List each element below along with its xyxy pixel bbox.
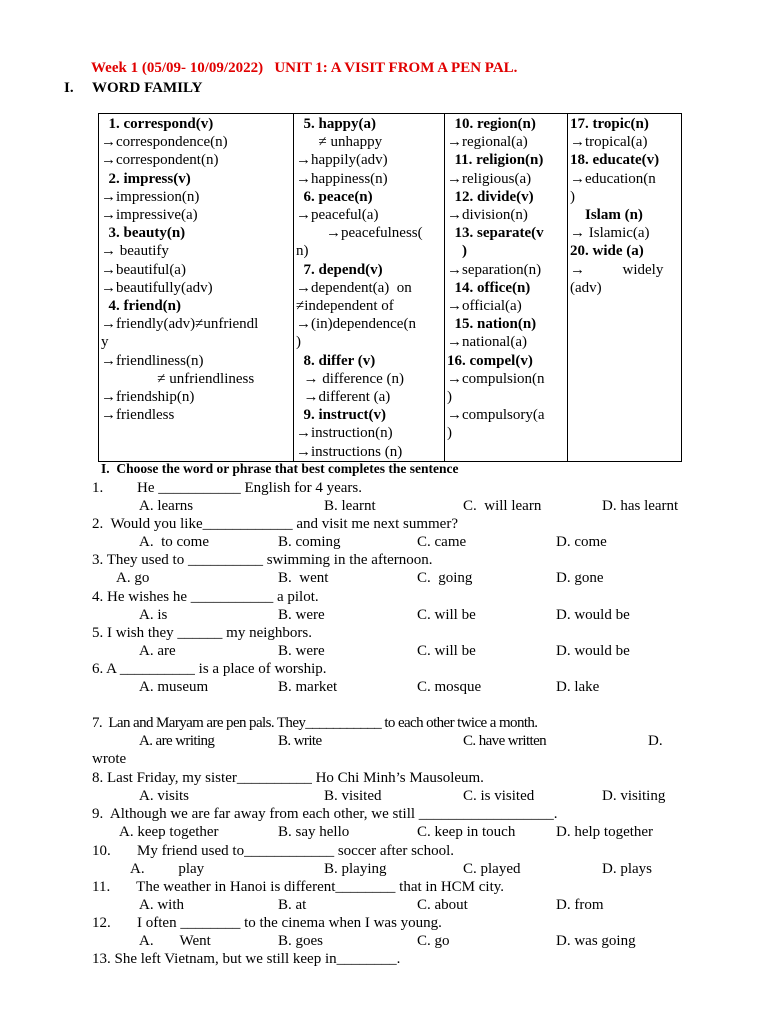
entry-line: y <box>101 334 109 351</box>
entry-line: ) <box>570 188 575 205</box>
section-title: WORD FAMILY <box>92 80 203 96</box>
entry-line: →impression(n) <box>101 188 200 205</box>
entry-wide: 20. wide (a) <box>570 243 644 260</box>
option-c: C. mosque <box>417 679 482 695</box>
entry-office: 14. office(n) <box>447 279 531 296</box>
option-a: A. with <box>139 897 184 913</box>
option-d: D. has learnt <box>602 498 679 514</box>
option-d: D. <box>648 733 663 749</box>
option-a: A. visits <box>139 788 190 804</box>
option-a: A. keep together <box>119 824 219 840</box>
option-d: D. was going <box>556 933 636 949</box>
option-c: C. keep in touch <box>417 824 516 840</box>
option-b: B. market <box>278 679 338 695</box>
question-11: 11. The weather in Hanoi is different________ that in HCM city. <box>92 879 505 895</box>
entry-impress: 2. impress(v) <box>101 170 191 187</box>
entry-happy: 5. happy(a) <box>296 116 377 132</box>
question-1: 1. He ___________ English for 4 years. <box>92 480 362 496</box>
option-c: C. will learn <box>463 498 542 514</box>
option-b: B. learnt <box>324 498 376 514</box>
page-header: Week 1 (05/09- 10/09/2022) UNIT 1: A VISIT FROM A PEN PAL. <box>91 60 518 76</box>
option-d: D. lake <box>556 679 600 695</box>
option-c: C. go <box>417 933 450 949</box>
option-d: D. visiting <box>602 788 666 804</box>
entry-line: →correspondent(n) <box>101 152 219 169</box>
question-3: 3. They used to __________ swimming in the afternoon. <box>92 552 433 568</box>
entry-line: →friendless <box>101 407 175 424</box>
option-d: D. would be <box>556 643 630 659</box>
entry-line: →official(a) <box>447 298 522 315</box>
option-b: B. were <box>278 643 325 659</box>
entry-line: n) <box>296 243 309 260</box>
entry-line: →impressive(a) <box>101 207 198 224</box>
option-a: A. are writing <box>139 733 215 749</box>
entry-line: →education(n <box>570 170 656 187</box>
option-d: D. gone <box>556 570 604 586</box>
option-a: A. museum <box>139 679 209 695</box>
option-a: A. Went <box>139 933 211 949</box>
entry-line: →dependent(a) on <box>296 279 412 296</box>
entry-line: →beautifully(adv) <box>101 279 213 296</box>
entry-beauty: 3. beauty(n) <box>101 225 186 242</box>
option-d: D. from <box>556 897 604 913</box>
entry-islam: Islam (n) <box>570 207 643 224</box>
option-c: C. will be <box>417 643 476 659</box>
word-family-col-2 <box>294 114 445 462</box>
option-b: B. playing <box>324 861 387 877</box>
option-c: C. going <box>417 570 473 586</box>
word-family-col-1 <box>99 114 294 462</box>
word-family-col-4 <box>568 114 682 462</box>
entry-religion: 11. religion(n) <box>447 152 544 169</box>
entry-differ: 8. differ (v) <box>296 352 376 369</box>
option-b: B. went <box>278 570 329 586</box>
entry-peace: 6. peace(n) <box>296 188 373 205</box>
question-2: 2. Would you like____________ and visit me next summer? <box>92 516 458 532</box>
entry-line: → Islamic(a) <box>570 225 650 242</box>
entry-line: →peacefulness( <box>296 225 423 242</box>
section-heading <box>64 80 202 97</box>
entry-line: → difference (n) <box>296 370 405 387</box>
question-4: 4. He wishes he ___________ a pilot. <box>92 589 319 605</box>
entry-line: ) <box>447 389 452 406</box>
entry-line: →separation(n) <box>447 261 542 278</box>
entry-line: →friendliness(n) <box>101 352 204 369</box>
word-family-table <box>98 113 682 462</box>
option-c: C. is visited <box>463 788 535 804</box>
entry-line: →peaceful(a) <box>296 207 379 224</box>
option-b: B. coming <box>278 534 341 550</box>
question-5: 5. I wish they ______ my neighbors. <box>92 625 312 641</box>
entry-line: (adv) <box>570 279 602 296</box>
question-13: 13. She left Vietnam, but we still keep in________. <box>92 951 401 967</box>
entry-line: ≠independent of <box>296 298 394 315</box>
entry-region: 10. region(n) <box>447 116 536 132</box>
entry-line: →correspondence(n) <box>101 134 228 151</box>
option-d: D. come <box>556 534 607 550</box>
entry-line: ≠ unhappy <box>296 134 383 151</box>
entry-line: →compulsion(n <box>447 370 545 387</box>
entry-line: →friendship(n) <box>101 389 195 406</box>
section-number: I. <box>64 80 74 96</box>
option-c: C. came <box>417 534 467 550</box>
entry-line: → widely <box>570 261 664 278</box>
entry-line: →division(n) <box>447 207 528 224</box>
entry-friend: 4. friend(n) <box>101 298 181 315</box>
option-c: C. played <box>463 861 521 877</box>
entry-line: →happiness(n) <box>296 170 388 187</box>
option-c: C. about <box>417 897 468 913</box>
entry-line: →instructions (n) <box>296 443 403 460</box>
entry-line: →regional(a) <box>447 134 528 151</box>
entry-separate: 13. separate(v <box>447 225 544 242</box>
entry-educate: 18. educate(v) <box>570 152 660 169</box>
entry-line: →beautiful(a) <box>101 261 186 278</box>
option-b: B. write <box>278 733 322 749</box>
entry-line: →instruction(n) <box>296 425 393 442</box>
entry-line: →national(a) <box>447 334 527 351</box>
entry-nation: 15. nation(n) <box>447 316 537 333</box>
entry-instruct: 9. instruct(v) <box>296 407 386 424</box>
option-d: D. help together <box>556 824 654 840</box>
entry-line: ) <box>296 334 301 351</box>
option-c: C. have written <box>463 733 547 749</box>
exercise-instruction: I. Choose the word or phrase that best completes the sentence <box>101 461 459 476</box>
option-a: A. are <box>139 643 176 659</box>
option-a: A. learns <box>139 498 194 514</box>
question-12: 12. I often ________ to the cinema when I was young. <box>92 915 442 931</box>
entry-line: ) <box>447 425 452 442</box>
option-a: A. to come <box>139 534 209 550</box>
word-family-col-3 <box>445 114 568 462</box>
question-9: 9. Although we are far away from each other, we still __________________. <box>92 806 558 822</box>
entry-tropic: 17. tropic(n) <box>570 116 649 132</box>
question-7: 7. Lan and Maryam are pen pals. They___________ to each other twice a month. <box>92 715 538 731</box>
entry-line: →happily(adv) <box>296 152 388 169</box>
option-a: A. play <box>130 861 205 877</box>
option-b: B. visited <box>324 788 382 804</box>
option-b: B. at <box>278 897 307 913</box>
question-6: 6. A __________ is a place of worship. <box>92 661 327 677</box>
question-10: 10. My friend used to____________ soccer after school. <box>92 843 455 859</box>
entry-line: →religious(a) <box>447 170 532 187</box>
option-d-text: wrote <box>92 751 127 767</box>
option-a: A. is <box>139 607 168 623</box>
entry-line: ) <box>447 243 467 260</box>
entry-line: →different (a) <box>296 389 391 406</box>
entry-line: ≠ unfriendliness <box>101 370 255 387</box>
entry-line: →compulsory(a <box>447 407 545 424</box>
entry-correspond: 1. correspond(v) <box>101 116 214 132</box>
option-b: B. say hello <box>278 824 350 840</box>
entry-depend: 7. depend(v) <box>296 261 383 278</box>
option-d: D. plays <box>602 861 652 877</box>
entry-line: →(in)dependence(n <box>296 316 416 333</box>
entry-divide: 12. divide(v) <box>447 188 534 205</box>
question-8: 8. Last Friday, my sister__________ Ho Chi Minh’s Mausoleum. <box>92 770 484 786</box>
option-c: C. will be <box>417 607 476 623</box>
entry-line: →tropical(a) <box>570 134 648 151</box>
option-d: D. would be <box>556 607 630 623</box>
option-b: B. were <box>278 607 325 623</box>
entry-compel: 16. compel(v) <box>447 352 533 369</box>
option-b: B. goes <box>278 933 323 949</box>
entry-line: → beautify <box>101 243 169 260</box>
option-a: A. go <box>116 570 150 586</box>
entry-line: →friendly(adv)≠unfriendl <box>101 316 259 333</box>
